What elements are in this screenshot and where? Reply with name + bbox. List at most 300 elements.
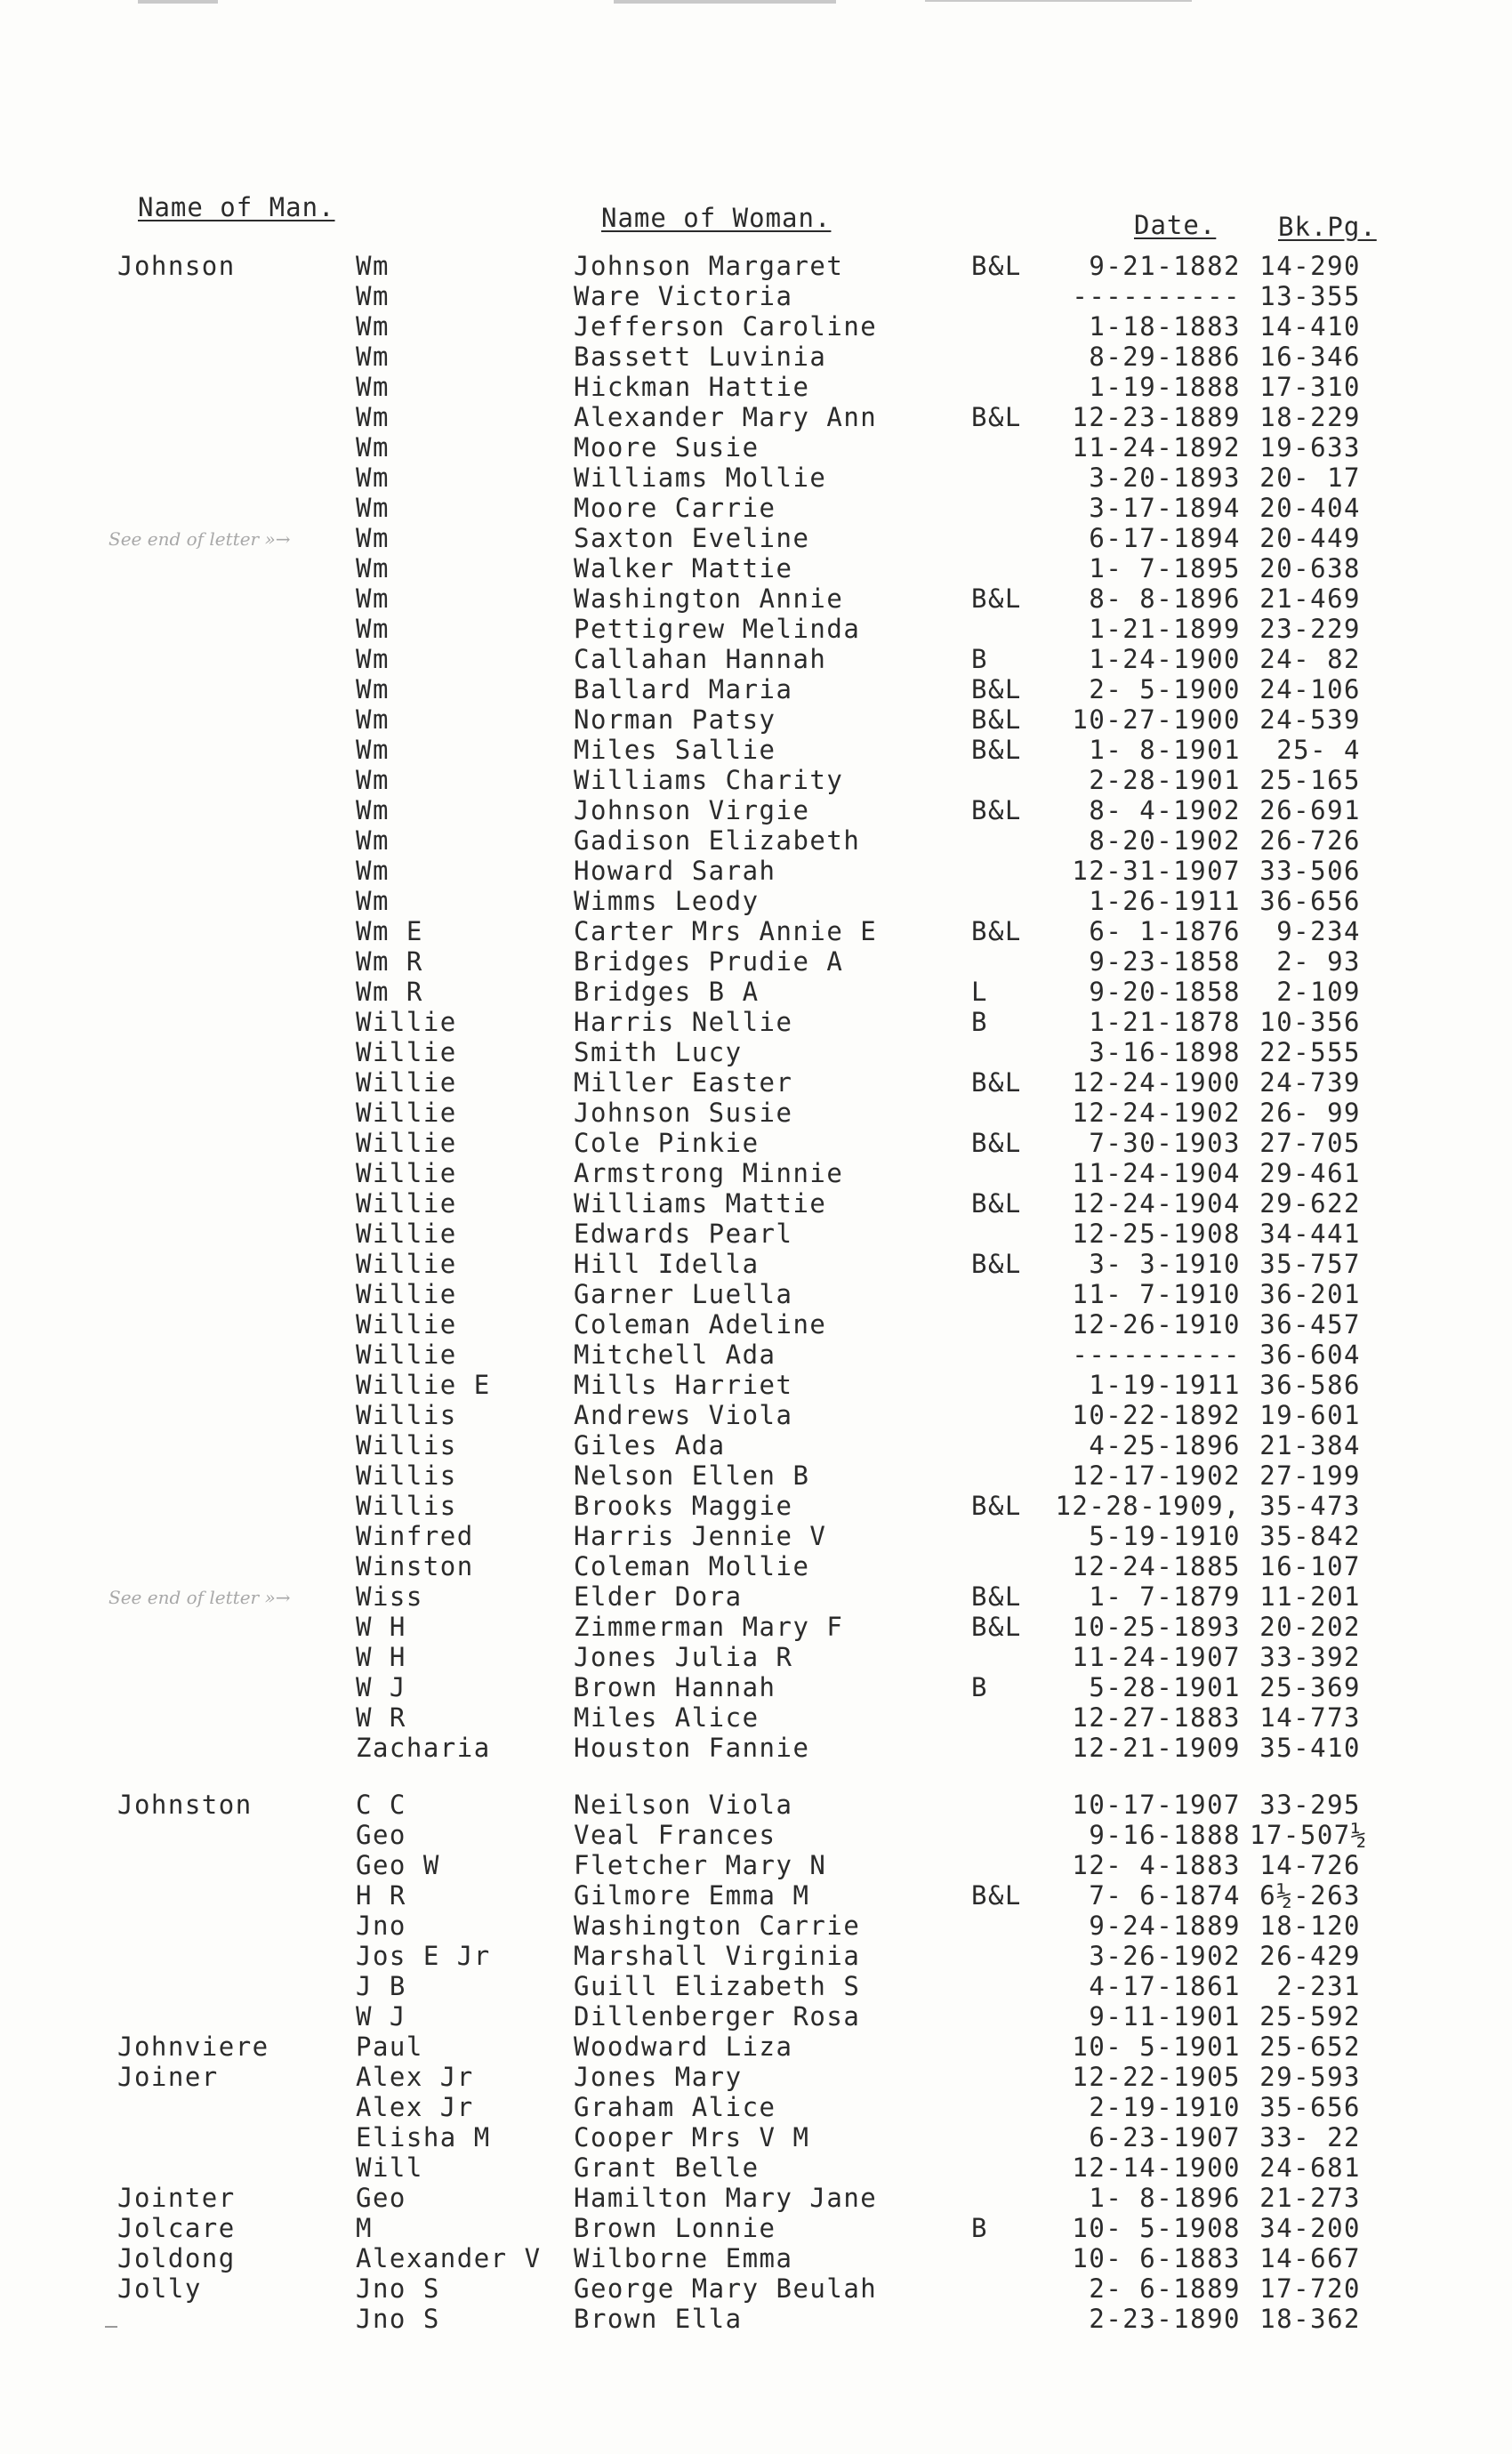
record-row xyxy=(0,342,1512,372)
book-page-cell: 24- 82 xyxy=(1259,644,1361,674)
surname-cell: Joiner xyxy=(117,2062,219,2092)
given-name-cell: W R xyxy=(356,1702,406,1733)
date-cell: 12-24-1904 xyxy=(1072,1188,1241,1219)
bond-license-cell: B&L xyxy=(971,1067,1022,1098)
given-name-cell: Willis xyxy=(356,1430,457,1460)
book-page-cell: 18-362 xyxy=(1259,2304,1361,2334)
date-cell: 3-16-1898 xyxy=(1089,1037,1241,1067)
date-cell: 2-23-1890 xyxy=(1089,2304,1241,2334)
woman-name-cell: Neilson Viola xyxy=(574,1790,793,1820)
book-page-cell: 35-656 xyxy=(1259,2092,1361,2122)
record-row xyxy=(0,856,1512,886)
book-page-cell: 29-593 xyxy=(1259,2062,1361,2092)
woman-name-cell: Brown Ella xyxy=(574,2304,743,2334)
date-cell: ---------- xyxy=(1072,1340,1241,1370)
woman-name-cell: Mitchell Ada xyxy=(574,1340,776,1370)
book-page-cell: 29-622 xyxy=(1259,1188,1361,1219)
given-name-cell: Willis xyxy=(356,1400,457,1430)
book-page-cell: 20-449 xyxy=(1259,523,1361,553)
woman-name-cell: George Mary Beulah xyxy=(574,2273,878,2304)
date-cell: 10- 6-1883 xyxy=(1072,2243,1241,2273)
book-page-cell: 27-199 xyxy=(1259,1460,1361,1491)
woman-name-cell: Wimms Leody xyxy=(574,886,760,916)
woman-name-cell: Jefferson Caroline xyxy=(574,311,878,342)
date-cell: 1-18-1883 xyxy=(1089,311,1241,342)
record-row xyxy=(0,1430,1512,1460)
book-page-cell: 2-231 xyxy=(1276,1971,1361,2001)
record-row xyxy=(0,1790,1512,1820)
record-row xyxy=(0,1158,1512,1188)
date-cell: 10-25-1893 xyxy=(1072,1612,1241,1642)
woman-name-cell: Hill Idella xyxy=(574,1249,760,1279)
book-page-cell: 36-201 xyxy=(1259,1279,1361,1309)
date-cell: 11-24-1907 xyxy=(1072,1642,1241,1672)
record-row xyxy=(0,1309,1512,1340)
date-cell: 12-26-1910 xyxy=(1072,1309,1241,1340)
book-page-cell: 17-310 xyxy=(1259,372,1361,402)
given-name-cell: Jno S xyxy=(356,2273,440,2304)
book-page-cell: 22-555 xyxy=(1259,1037,1361,1067)
given-name-cell: Wm xyxy=(356,644,390,674)
book-page-cell: 33- 22 xyxy=(1259,2122,1361,2152)
marriage-records-list xyxy=(0,251,1512,2334)
woman-name-cell: Moore Carrie xyxy=(574,493,776,523)
given-name-cell: Wm xyxy=(356,795,390,825)
woman-name-cell: Ware Victoria xyxy=(574,281,793,311)
record-row xyxy=(0,1581,1512,1612)
date-cell: 10-17-1907 xyxy=(1072,1790,1241,1820)
date-cell: 12-24-1902 xyxy=(1072,1098,1241,1128)
given-name-cell: Paul xyxy=(356,2032,423,2062)
header-date: Date. xyxy=(1134,210,1217,240)
date-cell: 1- 7-1895 xyxy=(1089,553,1241,583)
given-name-cell: Geo xyxy=(356,2183,406,2213)
given-name-cell: W J xyxy=(356,1672,406,1702)
book-page-cell: 36-604 xyxy=(1259,1340,1361,1370)
record-row xyxy=(0,1551,1512,1581)
given-name-cell: Jno S xyxy=(356,2304,440,2334)
record-row xyxy=(0,704,1512,735)
woman-name-cell: Coleman Mollie xyxy=(574,1551,810,1581)
bond-license-cell: B xyxy=(971,1672,988,1702)
woman-name-cell: Harris Nellie xyxy=(574,1007,793,1037)
book-page-cell: 25- 4 xyxy=(1276,735,1361,765)
date-cell: 8- 8-1896 xyxy=(1089,583,1241,614)
woman-name-cell: Cooper Mrs V M xyxy=(574,2122,810,2152)
see-end-of-letter-note: See end of letter »→ xyxy=(109,528,291,550)
woman-name-cell: Williams Mattie xyxy=(574,1188,827,1219)
bond-license-cell: B&L xyxy=(971,735,1022,765)
date-cell: 9-16-1888 xyxy=(1089,1820,1241,1850)
bond-license-cell: B&L xyxy=(971,1188,1022,1219)
record-row xyxy=(0,946,1512,977)
book-page-cell: 20-202 xyxy=(1259,1612,1361,1642)
woman-name-cell: Moore Susie xyxy=(574,432,760,463)
woman-name-cell: Mills Harriet xyxy=(574,1370,793,1400)
surname-cell: Joldong xyxy=(117,2243,236,2273)
record-row xyxy=(0,372,1512,402)
given-name-cell: Geo W xyxy=(356,1850,440,1880)
woman-name-cell: Williams Charity xyxy=(574,765,844,795)
woman-name-cell: Brown Lonnie xyxy=(574,2213,776,2243)
date-cell: 8- 4-1902 xyxy=(1089,795,1241,825)
date-cell: 12-21-1909 xyxy=(1072,1733,1241,1763)
given-name-cell: C C xyxy=(356,1790,406,1820)
date-cell: 11-24-1892 xyxy=(1072,432,1241,463)
date-cell: 7-30-1903 xyxy=(1089,1128,1241,1158)
book-page-cell: 29-461 xyxy=(1259,1158,1361,1188)
date-cell: 3-17-1894 xyxy=(1089,493,1241,523)
book-page-cell: 13-355 xyxy=(1259,281,1361,311)
woman-name-cell: Carter Mrs Annie E xyxy=(574,916,878,946)
record-row xyxy=(0,2183,1512,2213)
given-name-cell: Willie E xyxy=(356,1370,491,1400)
given-name-cell: Wm xyxy=(356,856,390,886)
record-row xyxy=(0,493,1512,523)
book-page-cell: 14-667 xyxy=(1259,2243,1361,2273)
given-name-cell: Wm xyxy=(356,493,390,523)
given-name-cell: Wm R xyxy=(356,977,423,1007)
woman-name-cell: Woodward Liza xyxy=(574,2032,793,2062)
given-name-cell: Jno xyxy=(356,1911,406,1941)
book-page-cell: 20-638 xyxy=(1259,553,1361,583)
woman-name-cell: Gilmore Emma M xyxy=(574,1880,810,1911)
book-page-cell: 25-369 xyxy=(1259,1672,1361,1702)
woman-name-cell: Washington Carrie xyxy=(574,1911,861,1941)
given-name-cell: Wm xyxy=(356,463,390,493)
book-page-cell: 10-356 xyxy=(1259,1007,1361,1037)
given-name-cell: Willis xyxy=(356,1491,457,1521)
book-page-cell: 25-592 xyxy=(1259,2001,1361,2032)
date-cell: 8-20-1902 xyxy=(1089,825,1241,856)
given-name-cell: W J xyxy=(356,2001,406,2032)
given-name-cell: Winston xyxy=(356,1551,474,1581)
woman-name-cell: Johnson Susie xyxy=(574,1098,793,1128)
book-page-cell: 14-410 xyxy=(1259,311,1361,342)
record-row xyxy=(0,1612,1512,1642)
record-row xyxy=(0,1491,1512,1521)
bond-license-cell: B&L xyxy=(971,1612,1022,1642)
given-name-cell: Willis xyxy=(356,1460,457,1491)
date-cell: 9-11-1901 xyxy=(1089,2001,1241,2032)
record-row xyxy=(0,795,1512,825)
woman-name-cell: Miles Alice xyxy=(574,1702,760,1733)
bond-license-cell: B&L xyxy=(971,1249,1022,1279)
date-cell: 1-21-1878 xyxy=(1089,1007,1241,1037)
woman-name-cell: Washington Annie xyxy=(574,583,844,614)
date-cell: 10- 5-1901 xyxy=(1072,2032,1241,2062)
surname-cell: Johnston xyxy=(117,1790,253,1820)
woman-name-cell: Houston Fannie xyxy=(574,1733,810,1763)
surname-cell: Jolly xyxy=(117,2273,202,2304)
date-cell: 12-31-1907 xyxy=(1072,856,1241,886)
given-name-cell: Willie xyxy=(356,1249,457,1279)
book-page-cell: 34-441 xyxy=(1259,1219,1361,1249)
bond-license-cell: B&L xyxy=(971,704,1022,735)
date-cell: 9-21-1882 xyxy=(1089,251,1241,281)
book-page-cell: 19-601 xyxy=(1259,1400,1361,1430)
record-row xyxy=(0,1702,1512,1733)
book-page-cell: 16-346 xyxy=(1259,342,1361,372)
woman-name-cell: Callahan Hannah xyxy=(574,644,827,674)
bond-license-cell: B&L xyxy=(971,795,1022,825)
date-cell: 12-14-1900 xyxy=(1072,2152,1241,2183)
record-row xyxy=(0,1067,1512,1098)
record-row xyxy=(0,553,1512,583)
scan-smudge xyxy=(925,0,1192,2)
date-cell: 1-26-1911 xyxy=(1089,886,1241,916)
date-cell: 8-29-1886 xyxy=(1089,342,1241,372)
date-cell: 4-25-1896 xyxy=(1089,1430,1241,1460)
given-name-cell: Wm xyxy=(356,372,390,402)
date-cell: 1- 8-1901 xyxy=(1089,735,1241,765)
record-row xyxy=(0,977,1512,1007)
woman-name-cell: Zimmerman Mary F xyxy=(574,1612,844,1642)
book-page-cell: 24-539 xyxy=(1259,704,1361,735)
bond-license-cell: B&L xyxy=(971,1128,1022,1158)
date-cell: 6- 1-1876 xyxy=(1089,916,1241,946)
record-row xyxy=(0,1340,1512,1370)
date-cell: 12-24-1900 xyxy=(1072,1067,1241,1098)
scan-smudge xyxy=(138,0,218,4)
record-row xyxy=(0,523,1512,553)
woman-name-cell: Veal Frances xyxy=(574,1820,776,1850)
book-page-cell: 19-633 xyxy=(1259,432,1361,463)
given-name-cell: J B xyxy=(356,1971,406,2001)
book-page-cell: 2- 93 xyxy=(1276,946,1361,977)
date-cell: 1-24-1900 xyxy=(1089,644,1241,674)
date-cell: 12-23-1889 xyxy=(1072,402,1241,432)
date-cell: 12- 4-1883 xyxy=(1072,1850,1241,1880)
woman-name-cell: Marshall Virginia xyxy=(574,1941,861,1971)
date-cell: 7- 6-1874 xyxy=(1089,1880,1241,1911)
woman-name-cell: Dillenberger Rosa xyxy=(574,2001,861,2032)
book-page-cell: 35-473 xyxy=(1259,1491,1361,1521)
record-row xyxy=(0,1279,1512,1309)
given-name-cell: Willie xyxy=(356,1007,457,1037)
book-page-cell: 35-757 xyxy=(1259,1249,1361,1279)
record-row xyxy=(0,463,1512,493)
bond-license-cell: B xyxy=(971,644,988,674)
woman-name-cell: Ballard Maria xyxy=(574,674,793,704)
date-cell: 6-23-1907 xyxy=(1089,2122,1241,2152)
record-row xyxy=(0,251,1512,281)
given-name-cell: W H xyxy=(356,1612,406,1642)
date-cell: 3-26-1902 xyxy=(1089,1941,1241,1971)
book-page-cell: 17-507½ xyxy=(1250,1820,1368,1850)
bond-license-cell: B xyxy=(971,1007,988,1037)
header-name-of-man: Name of Man. xyxy=(138,192,335,222)
bond-license-cell: B&L xyxy=(971,916,1022,946)
woman-name-cell: Jones Julia R xyxy=(574,1642,793,1672)
given-name-cell: Geo xyxy=(356,1820,406,1850)
given-name-cell: Wm xyxy=(356,432,390,463)
date-cell: 11-24-1904 xyxy=(1072,1158,1241,1188)
given-name-cell: Willie xyxy=(356,1188,457,1219)
date-cell: 1-19-1888 xyxy=(1089,372,1241,402)
record-row xyxy=(0,1037,1512,1067)
woman-name-cell: Grant Belle xyxy=(574,2152,760,2183)
date-cell: 12-24-1885 xyxy=(1072,1551,1241,1581)
record-row xyxy=(0,1880,1512,1911)
given-name-cell: Wm xyxy=(356,342,390,372)
date-cell: 2- 6-1889 xyxy=(1089,2273,1241,2304)
record-row xyxy=(0,1400,1512,1430)
woman-name-cell: Williams Mollie xyxy=(574,463,827,493)
given-name-cell: Wm xyxy=(356,311,390,342)
given-name-cell: Alex Jr xyxy=(356,2062,474,2092)
record-row xyxy=(0,2304,1512,2334)
book-page-cell: 36-656 xyxy=(1259,886,1361,916)
woman-name-cell: Jones Mary xyxy=(574,2062,743,2092)
book-page-cell: 14-773 xyxy=(1259,1702,1361,1733)
woman-name-cell: Giles Ada xyxy=(574,1430,726,1460)
record-row xyxy=(0,1521,1512,1551)
record-row xyxy=(0,1820,1512,1850)
date-cell: 5-19-1910 xyxy=(1089,1521,1241,1551)
given-name-cell: Willie xyxy=(356,1037,457,1067)
record-row xyxy=(0,432,1512,463)
woman-name-cell: Norman Patsy xyxy=(574,704,776,735)
date-cell: 5-28-1901 xyxy=(1089,1672,1241,1702)
woman-name-cell: Elder Dora xyxy=(574,1581,743,1612)
given-name-cell: W H xyxy=(356,1642,406,1672)
woman-name-cell: Bridges Prudie A xyxy=(574,946,844,977)
given-name-cell: Wiss xyxy=(356,1581,423,1612)
given-name-cell: Jos E Jr xyxy=(356,1941,491,1971)
record-row xyxy=(0,583,1512,614)
given-name-cell: Wm xyxy=(356,674,390,704)
book-page-cell: 36-457 xyxy=(1259,1309,1361,1340)
given-name-cell: Wm xyxy=(356,614,390,644)
record-row xyxy=(0,281,1512,311)
record-row xyxy=(0,2243,1512,2273)
date-cell: 1- 7-1879 xyxy=(1089,1581,1241,1612)
surname-cell: Jolcare xyxy=(117,2213,236,2243)
book-page-cell: 18-120 xyxy=(1259,1911,1361,1941)
given-name-cell: Wm xyxy=(356,735,390,765)
date-cell: 3-20-1893 xyxy=(1089,463,1241,493)
given-name-cell: Willie xyxy=(356,1098,457,1128)
woman-name-cell: Hickman Hattie xyxy=(574,372,810,402)
given-name-cell: Willie xyxy=(356,1067,457,1098)
bond-license-cell: B&L xyxy=(971,251,1022,281)
record-row xyxy=(0,1672,1512,1702)
book-page-cell: 24-106 xyxy=(1259,674,1361,704)
woman-name-cell: Smith Lucy xyxy=(574,1037,743,1067)
record-row xyxy=(0,2062,1512,2092)
woman-name-cell: Armstrong Minnie xyxy=(574,1158,844,1188)
woman-name-cell: Brooks Maggie xyxy=(574,1491,793,1521)
record-row xyxy=(0,644,1512,674)
book-page-cell: 33-506 xyxy=(1259,856,1361,886)
book-page-cell: 2-109 xyxy=(1276,977,1361,1007)
record-row xyxy=(0,1460,1512,1491)
woman-name-cell: Nelson Ellen B xyxy=(574,1460,810,1491)
date-cell: 10-22-1892 xyxy=(1072,1400,1241,1430)
scan-mark xyxy=(105,2326,117,2328)
book-page-cell: 21-273 xyxy=(1259,2183,1361,2213)
date-cell: 11- 7-1910 xyxy=(1072,1279,1241,1309)
book-page-cell: 27-705 xyxy=(1259,1128,1361,1158)
given-name-cell: Wm xyxy=(356,825,390,856)
record-row xyxy=(0,2152,1512,2183)
bond-license-cell: B&L xyxy=(971,1880,1022,1911)
bond-license-cell: L xyxy=(971,977,988,1007)
given-name-cell: Wm xyxy=(356,523,390,553)
given-name-cell: H R xyxy=(356,1880,406,1911)
date-cell: 10-27-1900 xyxy=(1072,704,1241,735)
record-row xyxy=(0,2001,1512,2032)
record-row xyxy=(0,1370,1512,1400)
bond-license-cell: B&L xyxy=(971,1491,1022,1521)
surname-cell: Jointer xyxy=(117,2183,236,2213)
date-cell: 12-22-1905 xyxy=(1072,2062,1241,2092)
record-row xyxy=(0,402,1512,432)
record-row xyxy=(0,1911,1512,1941)
woman-name-cell: Bassett Luvinia xyxy=(574,342,827,372)
date-cell: 4-17-1861 xyxy=(1089,1971,1241,2001)
bond-license-cell: B&L xyxy=(971,674,1022,704)
record-row xyxy=(0,2273,1512,2304)
header-name-of-woman: Name of Woman. xyxy=(601,203,832,233)
given-name-cell: Zacharia xyxy=(356,1733,491,1763)
book-page-cell: 21-469 xyxy=(1259,583,1361,614)
given-name-cell: Wm R xyxy=(356,946,423,977)
record-row xyxy=(0,1733,1512,1763)
book-page-cell: 18-229 xyxy=(1259,402,1361,432)
date-cell: 12-27-1883 xyxy=(1072,1702,1241,1733)
given-name-cell: Wm xyxy=(356,251,390,281)
book-page-cell: 6½-263 xyxy=(1259,1880,1361,1911)
woman-name-cell: Howard Sarah xyxy=(574,856,776,886)
woman-name-cell: Gadison Elizabeth xyxy=(574,825,861,856)
given-name-cell: Will xyxy=(356,2152,423,2183)
woman-name-cell: Edwards Pearl xyxy=(574,1219,793,1249)
record-row xyxy=(0,1941,1512,1971)
date-cell: 9-24-1889 xyxy=(1089,1911,1241,1941)
book-page-cell: 14-726 xyxy=(1259,1850,1361,1880)
record-row xyxy=(0,886,1512,916)
woman-name-cell: Garner Luella xyxy=(574,1279,793,1309)
woman-name-cell: Cole Pinkie xyxy=(574,1128,760,1158)
given-name-cell: Winfred xyxy=(356,1521,474,1551)
given-name-cell: Wm xyxy=(356,886,390,916)
record-row xyxy=(0,765,1512,795)
record-row xyxy=(0,1219,1512,1249)
given-name-cell: Alex Jr xyxy=(356,2092,474,2122)
given-name-cell: Wm xyxy=(356,583,390,614)
book-page-cell: 24-681 xyxy=(1259,2152,1361,2183)
record-row xyxy=(0,1098,1512,1128)
woman-name-cell: Miller Easter xyxy=(574,1067,793,1098)
surname-cell: Johnviere xyxy=(117,2032,269,2062)
given-name-cell: M xyxy=(356,2213,373,2243)
date-cell: 1-21-1899 xyxy=(1089,614,1241,644)
woman-name-cell: Andrews Viola xyxy=(574,1400,793,1430)
date-cell: 2- 5-1900 xyxy=(1089,674,1241,704)
record-row xyxy=(0,2213,1512,2243)
woman-name-cell: Saxton Eveline xyxy=(574,523,810,553)
given-name-cell: Willie xyxy=(356,1279,457,1309)
book-page-cell: 21-384 xyxy=(1259,1430,1361,1460)
date-cell: 9-20-1858 xyxy=(1089,977,1241,1007)
record-row xyxy=(0,1128,1512,1158)
book-page-cell: 26-726 xyxy=(1259,825,1361,856)
woman-name-cell: Wilborne Emma xyxy=(574,2243,793,2273)
woman-name-cell: Guill Elizabeth S xyxy=(574,1971,861,2001)
woman-name-cell: Brown Hannah xyxy=(574,1672,776,1702)
